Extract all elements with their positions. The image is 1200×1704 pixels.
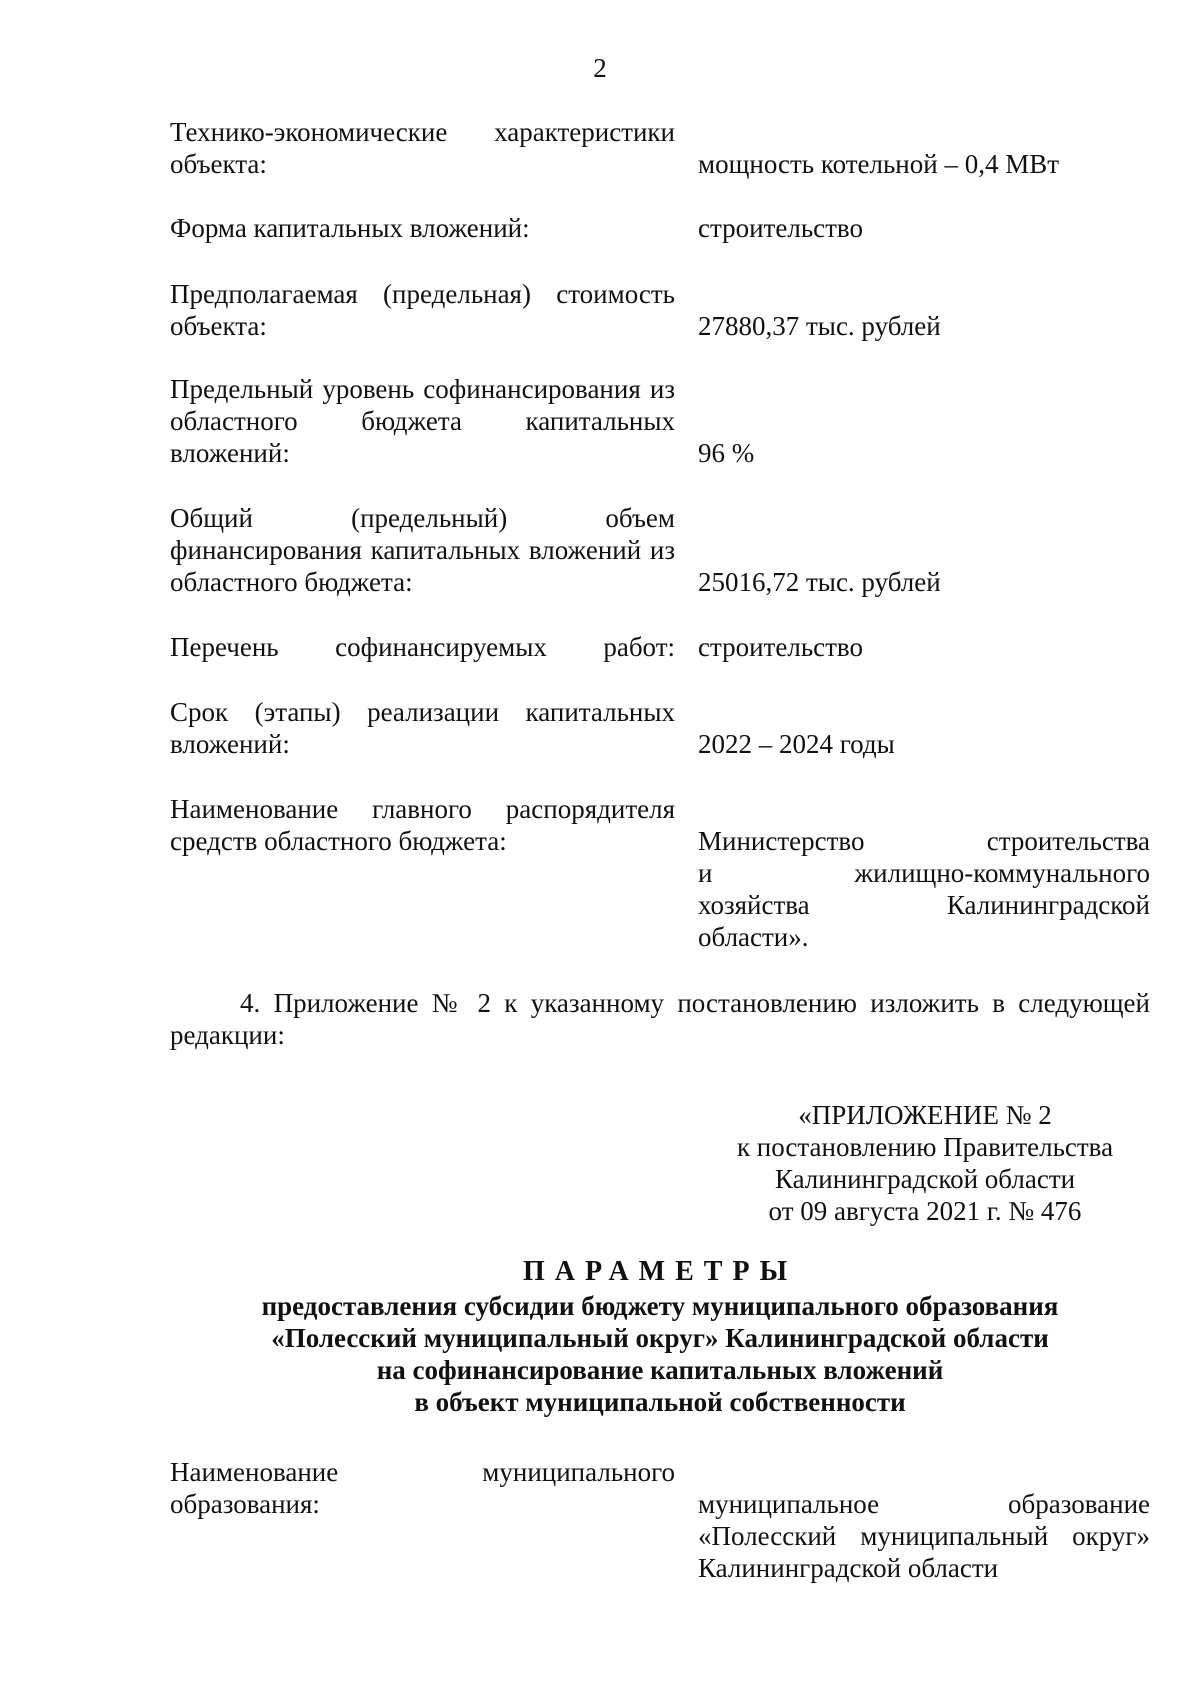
appendix-line: Калининградской области [774,1164,1076,1194]
param-label: Наименование главного распорядителя средств областного бюджета: [170,794,675,856]
page-number: 2 [593,53,607,83]
value-line: Калининградской области [698,1553,999,1583]
instruction-paragraph: 4. Приложение № 2 к указанному постановлению изложить в следующей редакции: [170,988,1150,1050]
param-label: Технико-экономические характеристики объекта: [170,117,675,179]
heading-line: в объект муниципальной собственности [414,1387,906,1417]
param-label: Предельный уровень софинансирования из областного бюджета капитальных вложений: [170,374,675,468]
param-label: Наименование муниципального образования: [170,1457,675,1519]
appendix-date: от 09 августа 2021 г. № 476 [768,1196,1082,1226]
value-line: «Полесский муниципальный округ» [698,1521,1150,1551]
param-value: строительство [698,213,863,243]
value-line: Министерство строительства [698,826,1150,856]
param-label: Срок (этапы) реализации капитальных вложений: [170,697,675,759]
param-value: строительство [698,632,863,662]
value-line: области». [698,922,809,952]
heading-line: «Полесский муниципальный округ» Калининградской области [271,1323,1049,1353]
param-value: 96 % [698,438,755,468]
param-label: Перечень софинансируемых работ: [170,632,675,662]
param-label: Предполагаемая (предельная) стоимость объекта: [170,279,675,341]
parameters-heading [170,1256,1150,1418]
appendix-line: к постановлению Правительства [736,1132,1114,1162]
param-value: 27880,37 тыс. рублей [698,311,941,341]
param-value: мощность котельной – 0,4 МВт [698,149,1060,179]
param-label: Общий (предельный) объем финансирования капитальных вложений из областного бюджета: [170,503,675,597]
heading-line: предоставления субсидии бюджету муниципального образования [261,1291,1059,1321]
value-line: и жилищно-коммунального [698,858,1150,888]
param-label: Форма капитальных вложений: [170,213,530,243]
appendix-title: «ПРИЛОЖЕНИЕ № 2 [798,1100,1052,1130]
heading-title: ПАРАМЕТРЫ [522,1256,798,1287]
value-line: муниципальное образование [698,1489,1150,1519]
heading-line: на софинансирование капитальных вложений [376,1355,944,1385]
param-value [698,825,1150,953]
param-value: 25016,72 тыс. рублей [698,567,941,597]
value-line: хозяйства Калининградской [698,890,1150,920]
appendix-block [700,1099,1150,1227]
param-value: 2022 – 2024 годы [698,729,895,759]
param-value [698,1488,1150,1584]
